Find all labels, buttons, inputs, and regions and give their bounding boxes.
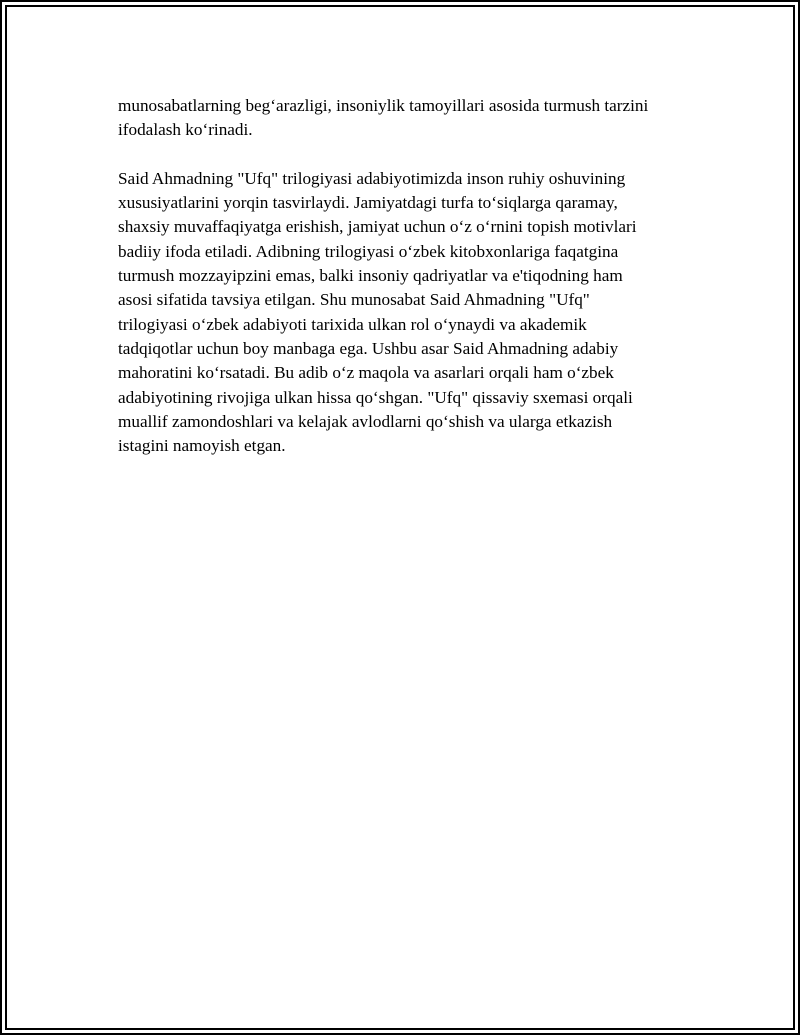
text-line: xususiyatlarini yorqin tasvirlaydi. Jamiyatdagi turfa to‘siqlarga qaramay, — [118, 193, 618, 213]
text-line: shaxsiy muvaffaqiyatga erishish, jamiyat uchun o‘z o‘rnini topish motivlari — [118, 217, 637, 237]
text-line: trilogiyasi o‘zbek adabiyoti tarixida ulkan rol o‘ynaydi va akademik — [118, 314, 587, 334]
text-line: turmush mozzayipzini emas, balki insoniy qadriyatlar va e'tiqodning ham — [118, 266, 623, 286]
text-line: Said Ahmadning "Ufq" trilogiyasi adabiyotimizda inson ruhiy oshuvining — [118, 168, 626, 188]
text-line: mahoratini ko‘rsatadi. Bu adib o‘z maqola va asarlari orqali ham o‘zbek — [118, 363, 614, 383]
text-line: adabiyotining rivojiga ulkan hissa qo‘shgan. "Ufq" qissaviy sxemasi orqali — [118, 387, 633, 407]
text-line: asosi sifatida tavsiya etilgan. Shu munosabat Said Ahmadning "Ufq" — [118, 290, 590, 310]
text-line: ifodalash ko‘rinadi. — [118, 120, 253, 140]
text-line: badiiy ifoda etiladi. Adibning trilogiyasi o‘zbek kitobxonlariga faqatgina — [118, 241, 619, 261]
document-body — [118, 94, 698, 458]
paragraph-2 — [118, 167, 698, 459]
text-line: munosabatlarning beg‘arazligi, insoniylik tamoyillari asosida turmush tarzini — [118, 96, 649, 115]
text-line: istagini namoyish etgan. — [118, 436, 286, 456]
text-line: tadqiqotlar uchun boy manbaga ega. Ushbu asar Said Ahmadning adabiy — [118, 338, 619, 358]
paragraph-1 — [118, 94, 698, 143]
text-line: muallif zamondoshlari va kelajak avlodlarni qo‘shish va ularga etkazish — [118, 411, 613, 431]
